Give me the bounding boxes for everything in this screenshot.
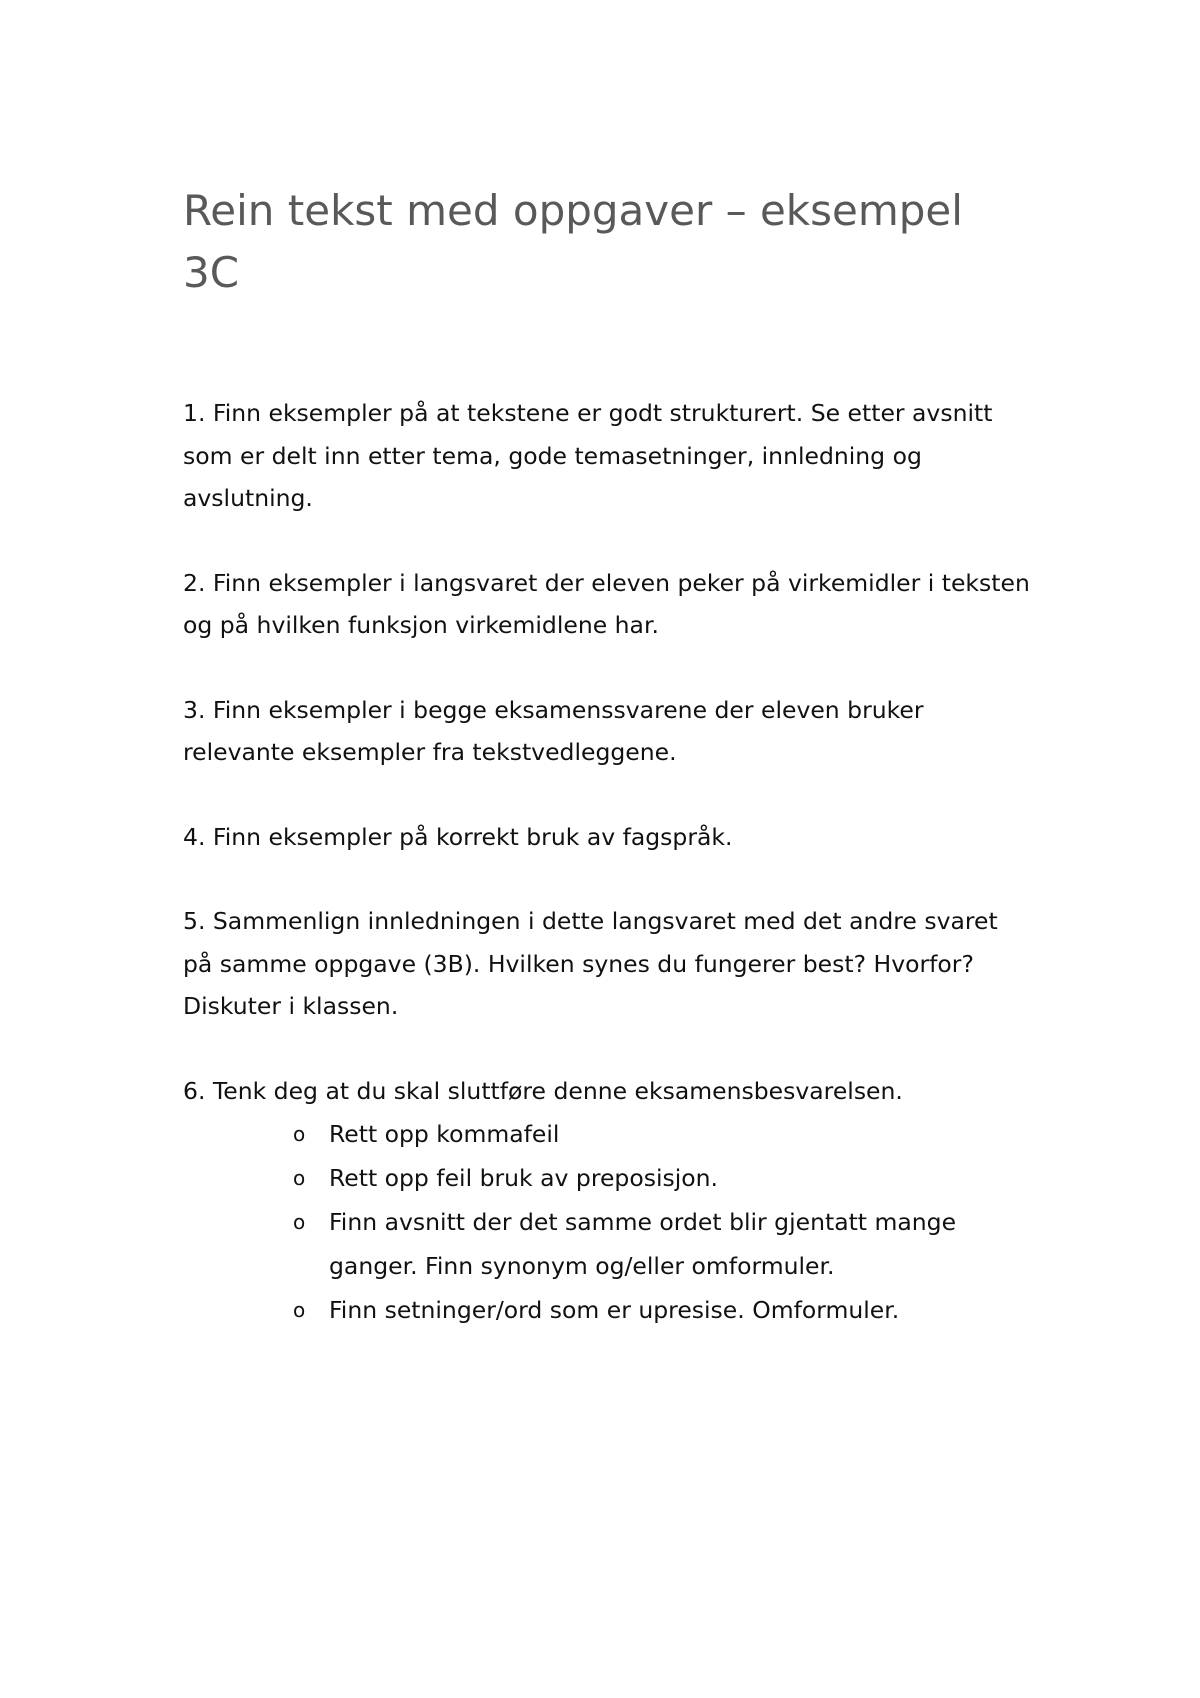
task-1: 1. Finn eksempler på at tekstene er godt strukturert. Se etter avsnitt som er delt inn etter tema, gode temasetninger, innledning og avslutning. xyxy=(183,399,993,512)
document-title: Rein tekst med oppgaver – eksempel 3C xyxy=(183,186,963,297)
list-item xyxy=(293,1200,1043,1288)
circle-bullet-icon: o xyxy=(293,1210,306,1234)
list-item-text: Finn setninger/ord som er upresise. Omformuler. xyxy=(329,1296,900,1324)
circle-bullet-icon: o xyxy=(293,1122,306,1146)
list-item-text: Rett opp feil bruk av preposisjon. xyxy=(329,1164,719,1192)
task-5: 5. Sammenlign innledningen i dette langsvaret med det andre svaret på samme oppgave (3B). Hvilken synes du fungerer best? Hvorfor? Diskuter i klassen. xyxy=(183,907,998,1020)
list-item-text: Rett opp kommafeil xyxy=(329,1120,560,1148)
task-2: 2. Finn eksempler i langsvaret der eleven peker på virkemidler i teksten og på hvilken funksjon virkemidlene har. xyxy=(183,568,1030,639)
circle-bullet-icon: o xyxy=(293,1298,306,1322)
task-6-sublist xyxy=(183,1112,1043,1332)
list-item-text: Finn avsnitt der det samme ordet blir gjentatt mange ganger. Finn synonym og/eller omformuler. xyxy=(329,1208,957,1280)
task-3: 3. Finn eksempler i begge eksamenssvarene der eleven bruker relevante eksempler fra tekstvedleggene. xyxy=(183,695,924,766)
list-item xyxy=(293,1112,1043,1156)
task-4: 4. Finn eksempler på korrekt bruk av fagspråk. xyxy=(183,822,733,851)
list-item xyxy=(293,1156,1043,1200)
list-item xyxy=(293,1288,1043,1332)
document-content xyxy=(183,180,1043,1332)
circle-bullet-icon: o xyxy=(293,1166,306,1190)
task-list xyxy=(183,392,1043,1332)
task-6: 6. Tenk deg at du skal sluttføre denne eksamensbesvarelsen. xyxy=(183,1076,903,1105)
